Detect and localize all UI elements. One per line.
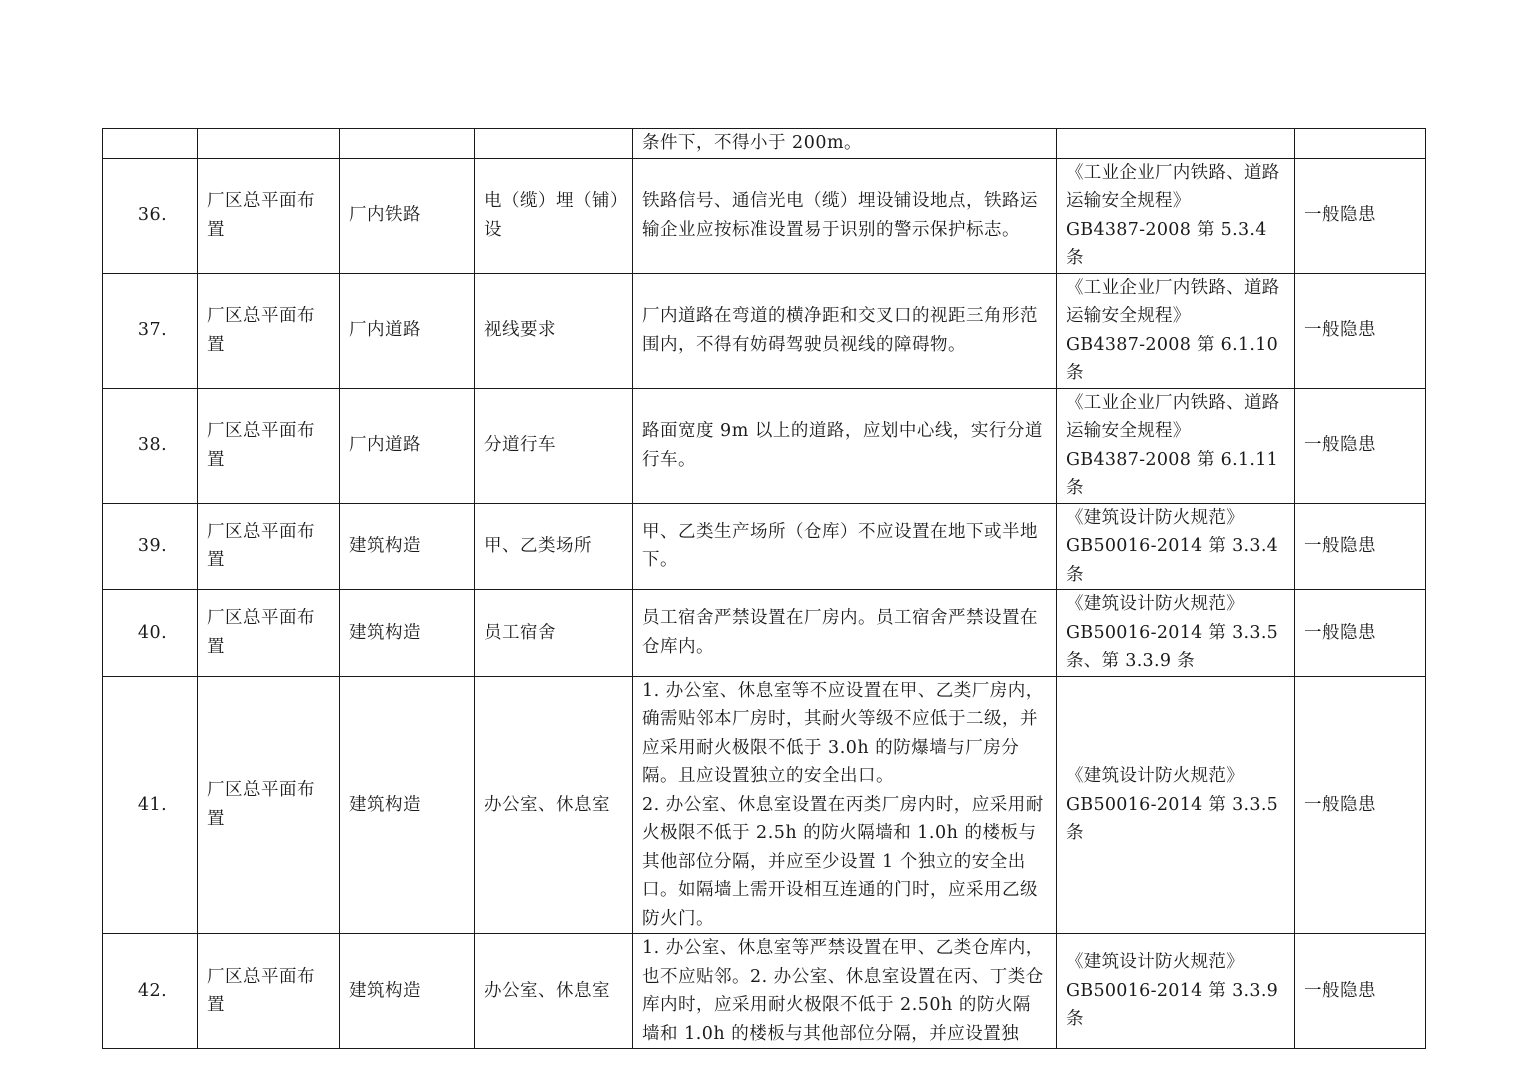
check-item-cell: 视线要求 bbox=[475, 273, 633, 388]
item-number-cell: 36. bbox=[103, 158, 198, 273]
subcategory-cell: 建筑构造 bbox=[340, 590, 475, 677]
hazard-level-cell bbox=[1295, 129, 1426, 159]
standard-basis-cell bbox=[1057, 129, 1295, 159]
item-number-cell: 40. bbox=[103, 590, 198, 677]
requirement-content-cell: 1. 办公室、休息室等不应设置在甲、乙类厂房内，确需贴邻本厂房时，其耐火等级不应低于二级，并应采用耐火极限不低于 3.0h 的防爆墙与厂房分隔。且应设置独立的安全出口。 2. 办公室、休息室设置在丙类厂房内时，应采用耐火极限不低于 2.5h 的防火隔墙和 1.0h 的楼板与其他部位分隔，并应至少设置 1 个独立的安全出口。如隔墙上需开设相互连通的门时，应采用乙级防火门。 bbox=[633, 676, 1057, 934]
hazard-level-cell: 一般隐患 bbox=[1295, 388, 1426, 503]
subcategory-cell: 厂内道路 bbox=[340, 273, 475, 388]
check-item-cell: 员工宿舍 bbox=[475, 590, 633, 677]
category-cell: 厂区总平面布置 bbox=[198, 590, 340, 677]
standard-basis-cell: 《工业企业厂内铁路、道路运输安全规程》 GB4387-2008 第 6.1.10 条 bbox=[1057, 273, 1295, 388]
hazard-level-cell: 一般隐患 bbox=[1295, 273, 1426, 388]
item-number-cell bbox=[103, 129, 198, 159]
requirement-content-cell: 厂内道路在弯道的横净距和交叉口的视距三角形范围内，不得有妨碍驾驶员视线的障碍物。 bbox=[633, 273, 1057, 388]
category-cell: 厂区总平面布置 bbox=[198, 934, 340, 1049]
hazard-level-cell: 一般隐患 bbox=[1295, 503, 1426, 590]
check-item-cell: 甲、乙类场所 bbox=[475, 503, 633, 590]
item-number-cell: 37. bbox=[103, 273, 198, 388]
requirement-content-cell: 员工宿舍严禁设置在厂房内。员工宿舍严禁设置在仓库内。 bbox=[633, 590, 1057, 677]
standard-basis-cell: 《建筑设计防火规范》 GB50016-2014 第 3.3.5 条、第 3.3.9 条 bbox=[1057, 590, 1295, 677]
requirement-content-cell: 铁路信号、通信光电（缆）埋设铺设地点，铁路运输企业应按标准设置易于识别的警示保护标志。 bbox=[633, 158, 1057, 273]
item-number-cell: 42. bbox=[103, 934, 198, 1049]
category-cell: 厂区总平面布置 bbox=[198, 388, 340, 503]
subcategory-cell: 厂内铁路 bbox=[340, 158, 475, 273]
hazard-level-cell: 一般隐患 bbox=[1295, 934, 1426, 1049]
requirement-content-cell: 路面宽度 9m 以上的道路，应划中心线，实行分道行车。 bbox=[633, 388, 1057, 503]
standard-basis-cell: 《建筑设计防火规范》 GB50016-2014 第 3.3.4 条 bbox=[1057, 503, 1295, 590]
subcategory-cell: 建筑构造 bbox=[340, 934, 475, 1049]
subcategory-cell: 厂内道路 bbox=[340, 388, 475, 503]
check-item-cell: 办公室、休息室 bbox=[475, 934, 633, 1049]
check-item-cell bbox=[475, 129, 633, 159]
requirement-content-cell: 1. 办公室、休息室等严禁设置在甲、乙类仓库内，也不应贴邻。2. 办公室、休息室设置在丙、丁类仓库内时，应采用耐火极限不低于 2.50h 的防火隔墙和 1.0h 的楼板与其他部位分隔，并应设置独 bbox=[633, 934, 1057, 1049]
standard-basis-cell: 《工业企业厂内铁路、道路运输安全规程》 GB4387-2008 第 5.3.4 条 bbox=[1057, 158, 1295, 273]
category-cell: 厂区总平面布置 bbox=[198, 158, 340, 273]
requirement-content-cell: 条件下，不得小于 200m。 bbox=[633, 129, 1057, 159]
table-row bbox=[103, 590, 1426, 677]
table-row bbox=[103, 129, 1426, 159]
category-cell bbox=[198, 129, 340, 159]
table-body bbox=[103, 129, 1426, 1049]
subcategory-cell: 建筑构造 bbox=[340, 676, 475, 934]
category-cell: 厂区总平面布置 bbox=[198, 676, 340, 934]
table-row bbox=[103, 503, 1426, 590]
category-cell: 厂区总平面布置 bbox=[198, 503, 340, 590]
table-row bbox=[103, 158, 1426, 273]
item-number-cell: 41. bbox=[103, 676, 198, 934]
subcategory-cell: 建筑构造 bbox=[340, 503, 475, 590]
check-item-cell: 办公室、休息室 bbox=[475, 676, 633, 934]
table-row bbox=[103, 388, 1426, 503]
standard-basis-cell: 《建筑设计防火规范》 GB50016-2014 第 3.3.9 条 bbox=[1057, 934, 1295, 1049]
check-item-cell: 电（缆）埋（铺）设 bbox=[475, 158, 633, 273]
check-item-cell: 分道行车 bbox=[475, 388, 633, 503]
requirement-content-cell: 甲、乙类生产场所（仓库）不应设置在地下或半地下。 bbox=[633, 503, 1057, 590]
subcategory-cell bbox=[340, 129, 475, 159]
hazard-level-cell: 一般隐患 bbox=[1295, 590, 1426, 677]
hazard-level-cell: 一般隐患 bbox=[1295, 676, 1426, 934]
hazard-standards-table bbox=[102, 128, 1426, 1049]
table-row bbox=[103, 273, 1426, 388]
item-number-cell: 39. bbox=[103, 503, 198, 590]
table-row bbox=[103, 676, 1426, 934]
standard-basis-cell: 《工业企业厂内铁路、道路运输安全规程》 GB4387-2008 第 6.1.11 条 bbox=[1057, 388, 1295, 503]
hazard-level-cell: 一般隐患 bbox=[1295, 158, 1426, 273]
item-number-cell: 38. bbox=[103, 388, 198, 503]
standard-basis-cell: 《建筑设计防火规范》 GB50016-2014 第 3.3.5 条 bbox=[1057, 676, 1295, 934]
table-row bbox=[103, 934, 1426, 1049]
category-cell: 厂区总平面布置 bbox=[198, 273, 340, 388]
